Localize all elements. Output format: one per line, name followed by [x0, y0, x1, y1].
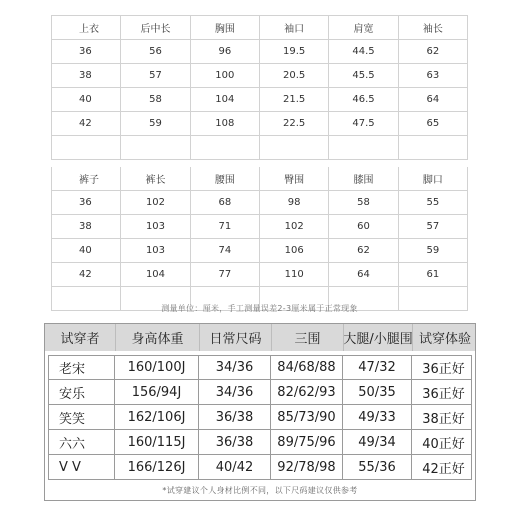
tryon-cell: 160/100J — [115, 356, 199, 379]
top-header-cell: 肩宽 — [329, 16, 398, 40]
pants-table-cell: 42 — [52, 263, 121, 287]
pants-table-cell: 102 — [260, 215, 329, 239]
empty-cell — [260, 136, 329, 160]
tryon-cell: 49/34 — [343, 430, 412, 454]
top-table-cell: 108 — [191, 112, 260, 136]
top-table-cell: 62 — [399, 40, 468, 64]
top-size-table — [51, 15, 468, 160]
pants-table-cell: 74 — [191, 239, 260, 263]
pants-table-cell: 38 — [52, 215, 121, 239]
top-header-cell: 袖长 — [399, 16, 468, 40]
top-table-cell: 21.5 — [260, 88, 329, 112]
top-table-cell: 46.5 — [329, 88, 398, 112]
top-table-cell: 36 — [52, 40, 121, 64]
tryon-cell: 安乐 — [49, 380, 115, 404]
tryon-header-row — [45, 324, 475, 351]
size-chart — [51, 15, 468, 319]
pants-header-cell: 裤子 — [52, 167, 121, 191]
tryon-cell: 36正好 — [422, 386, 465, 402]
tryon-cell: 55/36 — [343, 455, 412, 479]
pants-header-cell: 膝围 — [329, 167, 398, 191]
top-table-cell: 44.5 — [329, 40, 398, 64]
top-table-cell: 38 — [52, 64, 121, 88]
tryon-cell: 36/38 — [199, 430, 271, 454]
pants-table-cell: 59 — [399, 239, 468, 263]
tryon-table — [44, 323, 476, 501]
table-row — [48, 405, 472, 430]
empty-cell — [121, 136, 190, 160]
tryon-cell: 49/33 — [343, 405, 412, 429]
pants-size-table — [51, 167, 468, 311]
tryon-cell: 156/94J — [115, 380, 199, 404]
tryon-cell: 笑笑 — [49, 405, 115, 429]
top-table-cell: 20.5 — [260, 64, 329, 88]
tryon-header-cell: 三围 — [272, 324, 344, 351]
tryon-cell: 六六 — [49, 430, 115, 454]
tryon-cell: 36/38 — [199, 405, 271, 429]
pants-table-cell: 40 — [52, 239, 121, 263]
pants-table-cell: 55 — [399, 191, 468, 215]
top-table-cell: 19.5 — [260, 40, 329, 64]
tryon-cell: 老宋 — [49, 356, 115, 379]
pants-table-cell: 98 — [260, 191, 329, 215]
tryon-cell: 36正好 — [422, 362, 465, 377]
top-table-cell: 65 — [399, 112, 468, 136]
top-table-cell: 57 — [121, 64, 190, 88]
tryon-cell: 92/78/98 — [271, 455, 343, 479]
top-table-cell: 100 — [191, 64, 260, 88]
table-row — [48, 355, 472, 380]
empty-cell — [399, 136, 468, 160]
table-row — [48, 455, 472, 480]
pants-table-cell: 36 — [52, 191, 121, 215]
pants-header-cell: 腰围 — [191, 167, 260, 191]
pants-table-cell: 62 — [329, 239, 398, 263]
tryon-cell: 34/36 — [199, 356, 271, 379]
top-table-cell: 40 — [52, 88, 121, 112]
tryon-cell: 50/35 — [343, 380, 412, 404]
tryon-header-cell: 试穿体验 — [418, 332, 471, 347]
measurement-note: 测量单位：厘米，手工测量误差2-3厘米属于正常现象 — [161, 303, 358, 313]
pants-table-cell: 57 — [399, 215, 468, 239]
pants-table-cell: 68 — [191, 191, 260, 215]
top-header-cell: 上衣 — [52, 16, 121, 40]
table-row — [48, 380, 472, 405]
tryon-cell: 40正好 — [422, 436, 465, 452]
tryon-cell: 40/42 — [199, 455, 271, 479]
tryon-cell: V V — [49, 455, 115, 479]
pants-header-cell: 裤长 — [121, 167, 190, 191]
tryon-cell: 85/73/90 — [271, 405, 343, 429]
pants-table-cell: 60 — [329, 215, 398, 239]
tryon-note: *试穿建议个人身材比例不同，以下尺码建议仅供参考 — [162, 485, 358, 495]
top-header-cell: 袖口 — [260, 16, 329, 40]
top-table-cell: 58 — [121, 88, 190, 112]
empty-cell — [329, 136, 398, 160]
tryon-cell: 42正好 — [422, 461, 465, 477]
tryon-header-cell: 大腿/小腿围 — [344, 324, 413, 351]
top-header-cell: 后中长 — [121, 16, 190, 40]
table-row — [48, 430, 472, 455]
pants-table-cell: 104 — [121, 263, 190, 287]
tryon-header-cell: 日常尺码 — [200, 324, 272, 351]
pants-table-cell: 64 — [329, 263, 398, 287]
tryon-cell: 89/75/96 — [271, 430, 343, 454]
pants-table-cell: 106 — [260, 239, 329, 263]
top-table-cell: 96 — [191, 40, 260, 64]
empty-cell — [191, 136, 260, 160]
top-table-cell: 63 — [399, 64, 468, 88]
top-table-cell: 22.5 — [260, 112, 329, 136]
pants-table-cell: 110 — [260, 263, 329, 287]
tryon-cell: 47/32 — [343, 356, 412, 379]
pants-table-cell: 58 — [329, 191, 398, 215]
pants-header-cell: 脚口 — [399, 167, 468, 191]
tryon-cell: 38正好 — [422, 411, 465, 427]
top-table-cell: 42 — [52, 112, 121, 136]
top-table-cell: 45.5 — [329, 64, 398, 88]
top-table-cell: 59 — [121, 112, 190, 136]
pants-header-cell: 臀围 — [260, 167, 329, 191]
top-table-cell: 64 — [399, 88, 468, 112]
top-table-cell: 104 — [191, 88, 260, 112]
tryon-header-cell: 身高体重 — [116, 324, 200, 351]
pants-table-cell: 77 — [191, 263, 260, 287]
tryon-cell: 160/115J — [115, 430, 199, 454]
top-table-cell: 47.5 — [329, 112, 398, 136]
tryon-cell: 84/68/88 — [271, 356, 343, 379]
pants-table-cell: 102 — [121, 191, 190, 215]
empty-cell — [52, 136, 121, 160]
top-table-cell: 56 — [121, 40, 190, 64]
pants-table-cell: 61 — [399, 263, 468, 287]
tryon-header-cell: 试穿者 — [45, 324, 116, 351]
pants-table-cell: 103 — [121, 215, 190, 239]
tryon-cell: 162/106J — [115, 405, 199, 429]
top-header-cell: 胸围 — [191, 16, 260, 40]
tryon-cell: 82/62/93 — [271, 380, 343, 404]
pants-table-cell: 71 — [191, 215, 260, 239]
tryon-cell: 34/36 — [199, 380, 271, 404]
tryon-body — [45, 355, 475, 480]
tryon-cell: 166/126J — [115, 455, 199, 479]
pants-table-cell: 103 — [121, 239, 190, 263]
